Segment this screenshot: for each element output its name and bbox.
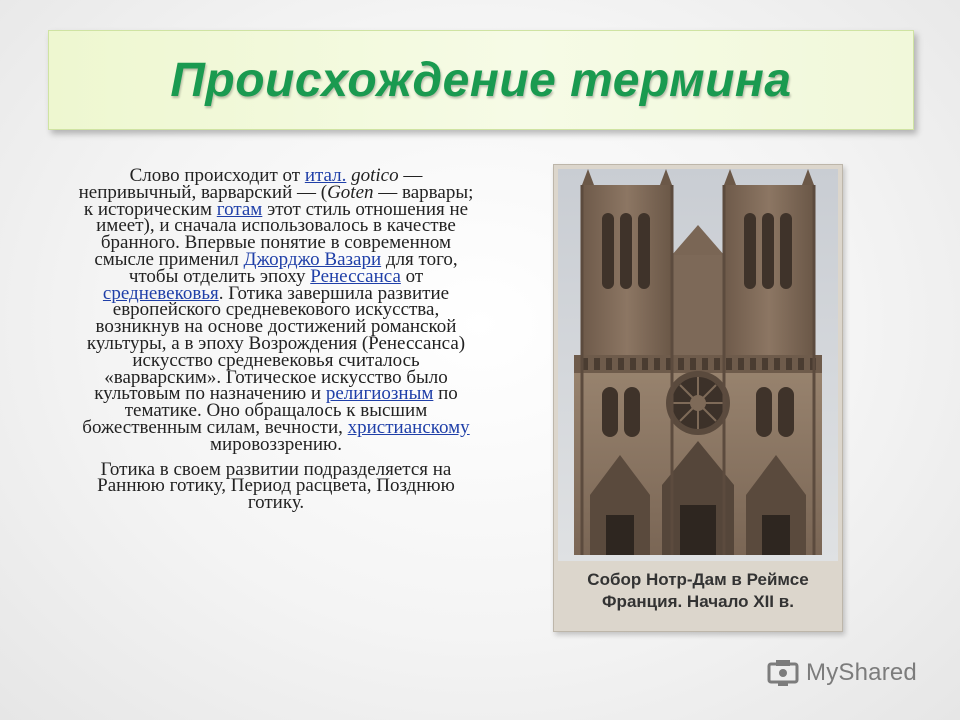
photo-caption — [554, 569, 842, 613]
body-text — [74, 165, 478, 514]
cathedral-illustration — [554, 165, 842, 565]
text-segment: Слово происходит от — [129, 165, 305, 186]
text-segment: . Готика завершила развитие европейского средневекового искусства, возникнув на основе достижений романской культуры, а в эпоху Возрождения (Ренессанса) искусство средневековья считалось «варварским». Готическое искусство было культовым по назначению и — [86, 282, 466, 405]
term-goten: Goten — [327, 181, 374, 203]
text-segment: мировоззрению. — [210, 433, 342, 455]
link-vasari[interactable]: Джорджо Вазари — [243, 248, 382, 270]
text-segment: — варвары; к историческим — [83, 181, 474, 220]
paragraph-periods: Готика в своем развитии подразделяется на Раннюю готику, Период расцвета, Позднюю готику. — [97, 458, 455, 514]
watermark-text: MyShared — [806, 659, 917, 686]
link-religious[interactable]: религиозным — [325, 383, 434, 405]
title-box — [48, 30, 914, 130]
paragraph-origin — [74, 165, 478, 455]
text-segment: для того, чтобы отделить эпоху — [128, 248, 458, 287]
link-goths[interactable]: готам — [216, 198, 263, 220]
text-segment: по тематике. Оно обращалось к высшим божественным силам, вечности, — [82, 383, 458, 438]
caption-line-2: Франция. Начало XII в. — [602, 592, 794, 611]
link-italian[interactable]: итал. — [304, 165, 347, 186]
text-segment: — непривычный, варварский — ( — [78, 165, 423, 203]
slide-title: Происхождение термина — [170, 53, 792, 107]
term-gotico: gotico — [351, 165, 399, 186]
myshared-watermark — [766, 655, 917, 691]
link-christian[interactable]: христианскому — [347, 416, 470, 438]
cathedral-photo — [553, 164, 843, 632]
caption-line-1: Собор Нотр-Дам в Реймсе — [587, 570, 809, 589]
text-segment: от — [400, 265, 424, 287]
text-segment: этот стиль отношения не имеет), и сначала использовалось в качестве бранного. Впервые понятие в современном смысле применил — [94, 198, 469, 270]
link-middle-ages[interactable]: средневековья — [102, 282, 219, 304]
link-renaissance[interactable]: Ренессанса — [310, 265, 401, 287]
myshared-logo-icon — [766, 658, 800, 688]
